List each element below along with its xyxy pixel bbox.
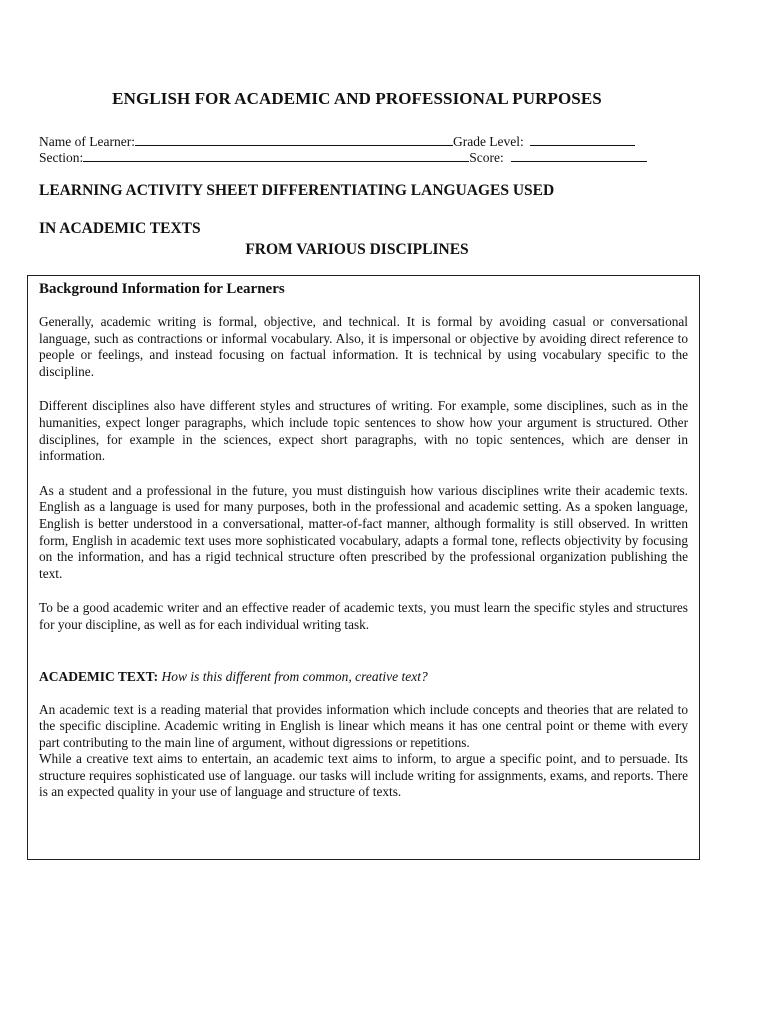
paragraph-good-writer: To be a good academic writer and an effective reader of academic texts, you must learn the specific styles and structures for your discipline, as well as for each individual writing task. [39,600,688,632]
paragraph-formal-writing: Generally, academic writing is formal, objective, and technical. It is formal by avoiding casual or conversational language, such as contractions or informal vocabulary. Also, it is impersonal or objective by avoiding direct reference to people or feelings, and instead focusing on factual information. It is technical by using vocabulary specific to the discipline. [39,314,688,379]
grade-label: Grade Level: [452,134,524,149]
activity-heading-line-1: LEARNING ACTIVITY SHEET DIFFERENTIATING LANGUAGES USED [39,182,555,199]
academic-text-question: How is this different from common, creative text? [161,668,428,684]
paragraph-creative-vs-academic: While a creative text aims to entertain, an academic text aims to inform, to argue a specific point, and to persuade. Its structure requires sophisticated use of language. our tasks will include writing for assignments, exams, and reports. There is an expected quality in your use of language and structure of texts. [39,751,688,800]
score-label: Score: [469,150,504,165]
activity-heading-line-3: FROM VARIOUS DISCIPLINES [245,241,469,258]
background-info-content [39,278,688,801]
box-title: Background Information for Learners [39,281,285,297]
grade-blank [530,133,635,146]
section-label: Section: [39,150,84,165]
section-score-row [39,149,647,166]
section-blank [83,149,469,162]
paragraph-disciplines: Different disciplines also have different styles and structures of writing. For example, some disciplines, such as in the humanities, expect longer paragraphs, which include topic sentences to show how your argument is structured. Other disciplines, for example in the sciences, expect short paragraphs, with no topic sentences, which are denser in information. [39,398,688,464]
paragraph-student-professional: As a student and a professional in the future, you must distinguish how various disciplines write their academic texts. English as a language is used for many purposes, both in the professional and academic setting. As a spoken language, English is better understood in a conversational, matter-of-fact manner, although formality is still observed. In written form, English in academic text uses more sophisticated vocabulary, adapts a formal tone, reflects objectivity by focusing on the information, and has a rigid technical structure often prescribed by the professional organization publishing the text. [39,482,688,581]
paragraph-academic-definition: An academic text is a reading material that provides information which include concepts and theories that are related to the specific discipline. Academic writing in English is linear which means it has one central point or theme with every part contributing to the main line of argument, without digressions or repetitions. [39,701,688,750]
score-blank [511,149,647,162]
background-info-box [27,275,700,860]
learner-info-row [39,133,635,150]
academic-text-label: ACADEMIC TEXT: [39,668,159,684]
academic-text-heading [39,668,688,685]
name-label: Name of Learner: [39,134,135,149]
activity-heading-line-2: IN ACADEMIC TEXTS [39,220,201,237]
page-title: ENGLISH FOR ACADEMIC AND PROFESSIONAL PURPOSES [112,89,602,108]
name-blank [135,133,453,146]
